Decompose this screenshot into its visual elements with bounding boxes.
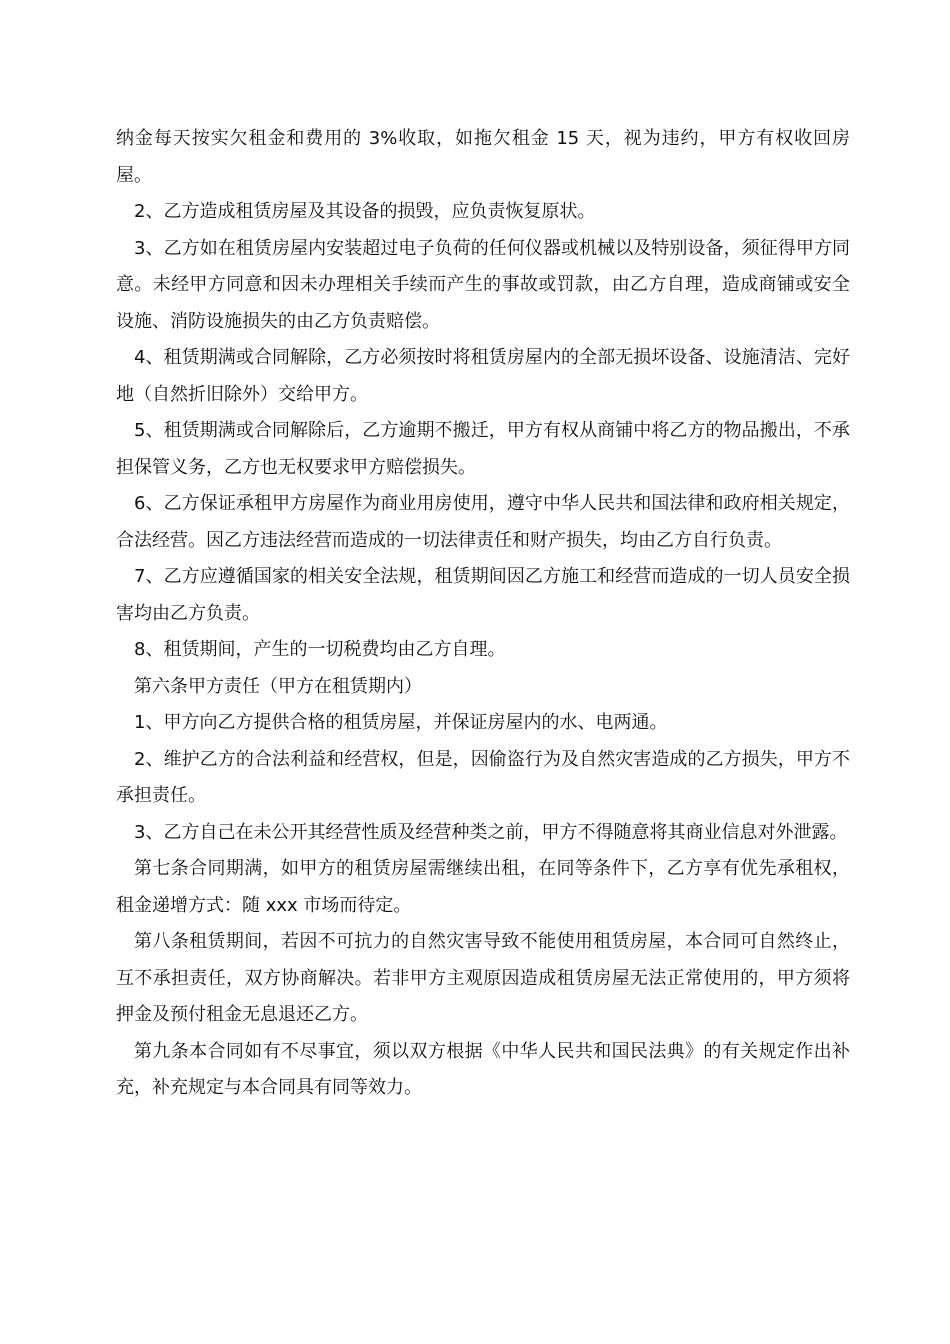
paragraph-item-7: 7、乙方应遵循国家的相关安全法规，租赁期间因乙方施工和经营而造成的一切人员安全损害均由乙方负责。: [116, 566, 850, 624]
paragraph-article-9: 第九条本合同如有不尽事宜，须以双方根据《中华人民共和国民法典》的有关规定作出补充，补充规定与本合同具有同等效力。: [116, 1040, 850, 1098]
paragraph-continuation: 纳金每天按实欠租金和费用的 3%收取，如拖欠租金 15 天，视为违约，甲方有权收回房屋。: [116, 128, 850, 186]
paragraph-item-6: 6、乙方保证承租甲方房屋作为商业用房使用，遵守中华人民共和国法律和政府相关规定，合法经营。因乙方违法经营而造成的一切法律责任和财产损失，均由乙方自行负责。: [116, 493, 850, 551]
document-body: [116, 121, 850, 1107]
paragraph-item-2: 2、乙方造成租赁房屋及其设备的损毁，应负责恢复原状。: [134, 201, 596, 222]
paragraph-item-4: 4、租赁期满或合同解除，乙方必须按时将租赁房屋内的全部无损坏设备、设施清洁、完好地（自然折旧除外）交给甲方。: [116, 347, 850, 405]
paragraph-item-8: 8、租赁期间，产生的一切税费均由乙方自理。: [134, 639, 506, 660]
paragraph-article-6-item-2: 2、维护乙方的合法利益和经营权，但是，因偷盗行为及自然灾害造成的乙方损失，甲方不承担责任。: [116, 748, 850, 806]
paragraph-item-3: 3、乙方如在租赁房屋内安装超过电子负荷的任何仪器或机械以及特别设备，须征得甲方同意。未经甲方同意和因未办理相关手续而产生的事故或罚款，由乙方自理，造成商铺或安全设施、消防设施损失的由乙方负责赔偿。: [116, 237, 850, 332]
section-heading-article-6: 第六条甲方责任（甲方在租赁期内）: [134, 675, 422, 697]
paragraph-article-8: 第八条租赁期间，若因不可抗力的自然灾害导致不能使用租赁房屋，本合同可自然终止，互不承担责任，双方协商解决。若非甲方主观原因造成租赁房屋无法正常使用的，甲方须将押金及预付租金无息退还乙方。: [116, 931, 850, 1025]
paragraph-article-6-item-3: 3、乙方自己在未公开其经营性质及经营种类之前，甲方不得随意将其商业信息对外泄露。: [134, 821, 848, 843]
paragraph-article-6-item-1: 1、甲方向乙方提供合格的租赁房屋，并保证房屋内的水、电两通。: [134, 712, 668, 733]
paragraph-article-7: 第七条合同期满，如甲方的租赁房屋需继续出租，在同等条件下，乙方享有优先承租权，租金递增方式：随 xxx 市场而待定。: [116, 858, 850, 916]
paragraph-item-5: 5、租赁期满或合同解除后，乙方逾期不搬迁，甲方有权从商铺中将乙方的物品搬出，不承担保管义务，乙方也无权要求甲方赔偿损失。: [116, 420, 850, 478]
